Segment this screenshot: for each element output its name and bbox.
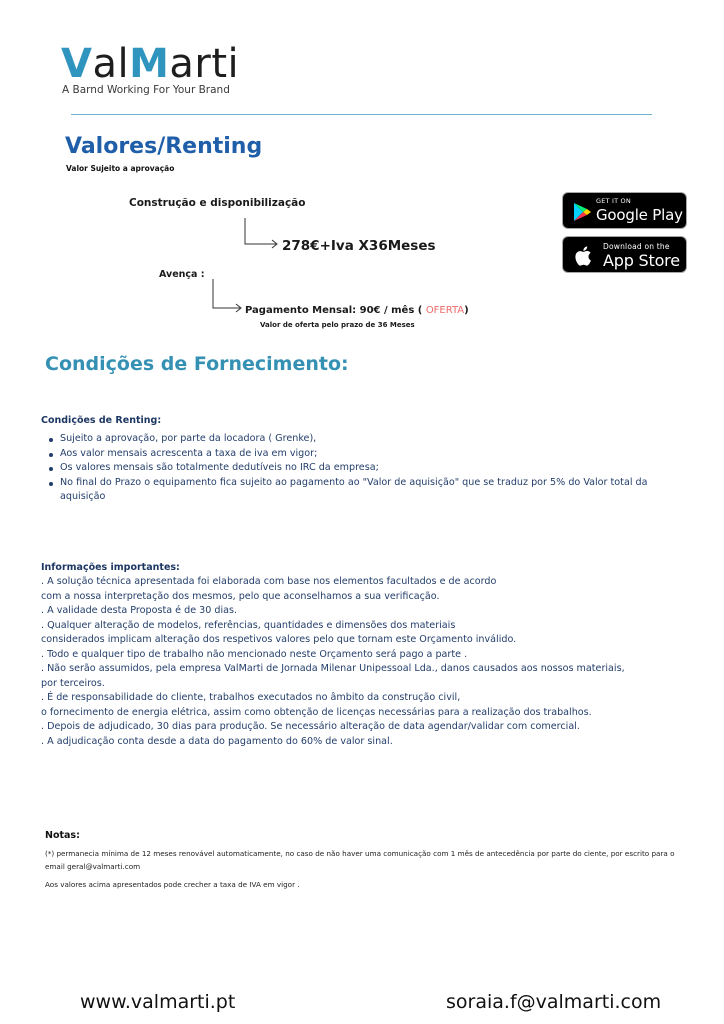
avenca-label: Avença : <box>159 269 205 280</box>
apple-icon <box>573 244 595 266</box>
footer-email[interactable]: soraia.f@valmarti.com <box>446 991 662 1013</box>
list-item: Aos valor mensais acrescenta a taxa de iva em vigor; <box>48 447 688 462</box>
google-play-small-text: GET IT ON <box>596 197 631 205</box>
info-line: o fornecimento de energia elétrica, assim como obtenção de licenças necessárias para a realização dos trabalhos. <box>41 706 592 718</box>
notes-text-2: Aos valores acima apresentados pode crecher a taxa de IVA em vigor . <box>45 880 300 889</box>
app-store-badge[interactable] <box>562 236 687 273</box>
app-store-big-text: App Store <box>603 251 680 270</box>
info-line: por terceiros. <box>41 677 105 689</box>
renting-conditions-heading: Condições de Renting: <box>41 415 162 426</box>
google-play-badge[interactable] <box>562 192 687 229</box>
info-line: . Qualquer alteração de modelos, referências, quantidades e dimensões dos materiais <box>41 619 456 631</box>
list-item: Sujeito a aprovação, por parte da locadora ( Grenke), <box>48 432 688 447</box>
company-logo <box>61 41 240 96</box>
notes-heading: Notas: <box>45 830 80 841</box>
logo-letter-m: M <box>129 41 170 87</box>
oferta-badge: OFERTA <box>425 305 465 316</box>
footer-website[interactable]: www.valmarti.pt <box>80 991 236 1013</box>
monthly-payment-close: ) <box>464 305 469 316</box>
google-play-icon <box>571 201 593 223</box>
conditions-heading: Condições de Fornecimento: <box>45 353 349 375</box>
info-line: . Depois de adjudicado, 30 dias para produção. Se necessário alteração de data agendar/validar com comercial. <box>41 721 580 732</box>
pricing-title: Valores/Renting <box>65 134 263 159</box>
arrow-construction-icon <box>244 218 280 252</box>
list-item: No final do Prazo o equipamento fica sujeito ao pagamento ao "Valor de aquisição" que se traduz por 5% do Valor total da aquisição <box>48 476 688 505</box>
info-line: . Todo e qualquer tipo de trabalho não mencionado neste Orçamento será pago a parte . <box>41 648 468 660</box>
app-store-small-text: Download on the <box>603 242 670 251</box>
google-play-big-text: Google Play <box>596 206 683 224</box>
renting-conditions-list <box>48 432 688 505</box>
info-line: considerados implicam alteração dos respetivos valores pelo que tornam este Orçamento inválido. <box>41 634 517 645</box>
notes-text-1: (*) permanecia mínima de 12 meses renovável automaticamente, no caso de não haver uma comunicação com 1 mês de antecedência por parte do ciente, por escrito para o email geral@valmarti.com <box>45 849 675 871</box>
arrow-avenca-icon <box>212 279 244 315</box>
logo-tagline: A Barnd Working For Your Brand <box>62 84 230 96</box>
logo-text-al: al <box>92 41 130 87</box>
pricing-subtitle: Valor Sujeito a aprovação <box>66 164 175 173</box>
construction-label: Construção e disponibilização <box>129 197 306 209</box>
logo-letter-v: V <box>61 41 93 87</box>
info-line: . A solução técnica apresentada foi elaborada com base nos elementos facultados e de acordo <box>41 576 497 587</box>
construction-price: 278€+Iva X36Meses <box>282 238 436 254</box>
header-divider <box>71 114 652 115</box>
logo-wordmark <box>61 41 240 87</box>
info-line: . É de responsabilidade do cliente, trabalhos executados no âmbito da construção civil, <box>41 692 461 703</box>
list-item: Os valores mensais são totalmente dedutíveis no IRC da empresa; <box>48 461 688 476</box>
info-line: . A validade desta Proposta é de 30 dias. <box>41 605 238 616</box>
monthly-payment-text: Pagamento Mensal: 90€ / mês ( <box>245 305 426 316</box>
info-line: . Não serão assumidos, pela empresa ValMarti de Jornada Milenar Unipessoal Lda., danos causados aos nossos materiais, <box>41 663 625 674</box>
logo-text-arti: arti <box>169 41 240 87</box>
oferta-note: Valor de oferta pelo prazo de 36 Meses <box>260 321 415 329</box>
important-info-text <box>41 575 691 749</box>
info-line: com a nossa interpretação dos mesmos, pelo que aconselhamos a sua verificação. <box>41 590 440 602</box>
important-info-heading: Informações importantes: <box>41 562 180 573</box>
monthly-payment <box>245 305 469 316</box>
info-line: . A adjudicação conta desde a data do pagamento do 60% de valor sinal. <box>41 735 393 747</box>
